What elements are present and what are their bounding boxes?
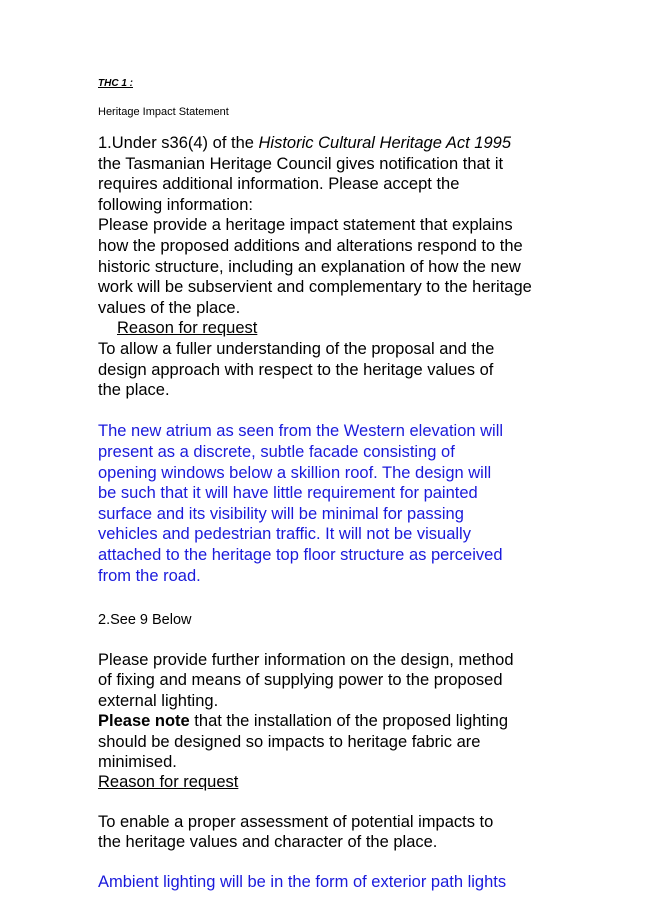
item2-reason-heading: Reason for request [98, 773, 239, 792]
item2-request-line: Please provide further information on the design, method [98, 651, 514, 669]
item2-request-line: external lighting. [98, 691, 219, 710]
item2-response-line: Ambient lighting will be in the form of exterior path lights [98, 873, 507, 892]
item1-reason-line: design approach with respect to the heritage values of [98, 360, 494, 379]
item1-intro-line: values of the place. [98, 298, 241, 317]
item1-response-line: from the road. [98, 566, 201, 585]
item1-intro-line: how the proposed additions and alterations respond to the [98, 237, 523, 255]
item2-note-line: minimised. [98, 753, 177, 771]
item1-intro-line: following information: [98, 195, 253, 214]
item2-heading: 2.See 9 Below [98, 612, 192, 628]
item2-reason-line: To enable a proper assessment of potential impacts to [98, 813, 494, 831]
item1-response-line: be such that it will have little requirement for painted [98, 484, 478, 503]
item2-reason-line: the heritage values and character of the place. [98, 833, 438, 852]
item1-response-line: attached to the heritage top floor structure as perceived [98, 546, 503, 564]
item1-reason-line: To allow a fuller understanding of the proposal and the [98, 340, 495, 358]
item1-intro-line: requires additional information. Please accept the [98, 175, 460, 194]
item1-intro-line: the Tasmanian Heritage Council gives notification that it [98, 154, 504, 173]
item2-note-bold: Please note [98, 712, 190, 731]
item1-response-line: vehicles and pedestrian traffic. It will not be visually [98, 525, 471, 544]
item2-note-rest: that the installation of the proposed lighting [189, 712, 509, 731]
document-subtitle: Heritage Impact Statement [98, 106, 229, 118]
item1-intro-line: work will be subservient and complementary to the heritage [98, 278, 532, 297]
document-code: THC 1 : [98, 78, 133, 89]
item1-response-line: surface and its visibility will be minimal for passing [98, 504, 464, 523]
item2-request-line: of fixing and means of supplying power to the proposed [98, 671, 503, 690]
item1-response-line: opening windows below a skillion roof. The design will [98, 463, 492, 482]
item1-reason-heading: Reason for request [117, 319, 258, 338]
item1-reason-line: the place. [98, 381, 170, 400]
item2-note-line: should be designed so impacts to heritage fabric are [98, 732, 481, 751]
item2-note-first-line [98, 711, 508, 732]
item1-intro-line: Please provide a heritage impact statement that explains [98, 216, 513, 235]
item1-intro-prefix: 1.Under s36(4) of the [98, 134, 259, 152]
item1-intro-first-line [98, 133, 511, 154]
item1-response-line: The new atrium as seen from the Western elevation will [98, 422, 504, 441]
item1-intro-line: historic structure, including an explanation of how the new [98, 257, 521, 276]
act-name: Historic Cultural Heritage Act 1995 [258, 134, 512, 152]
item1-response-line: present as a discrete, subtle facade consisting of [98, 443, 455, 461]
